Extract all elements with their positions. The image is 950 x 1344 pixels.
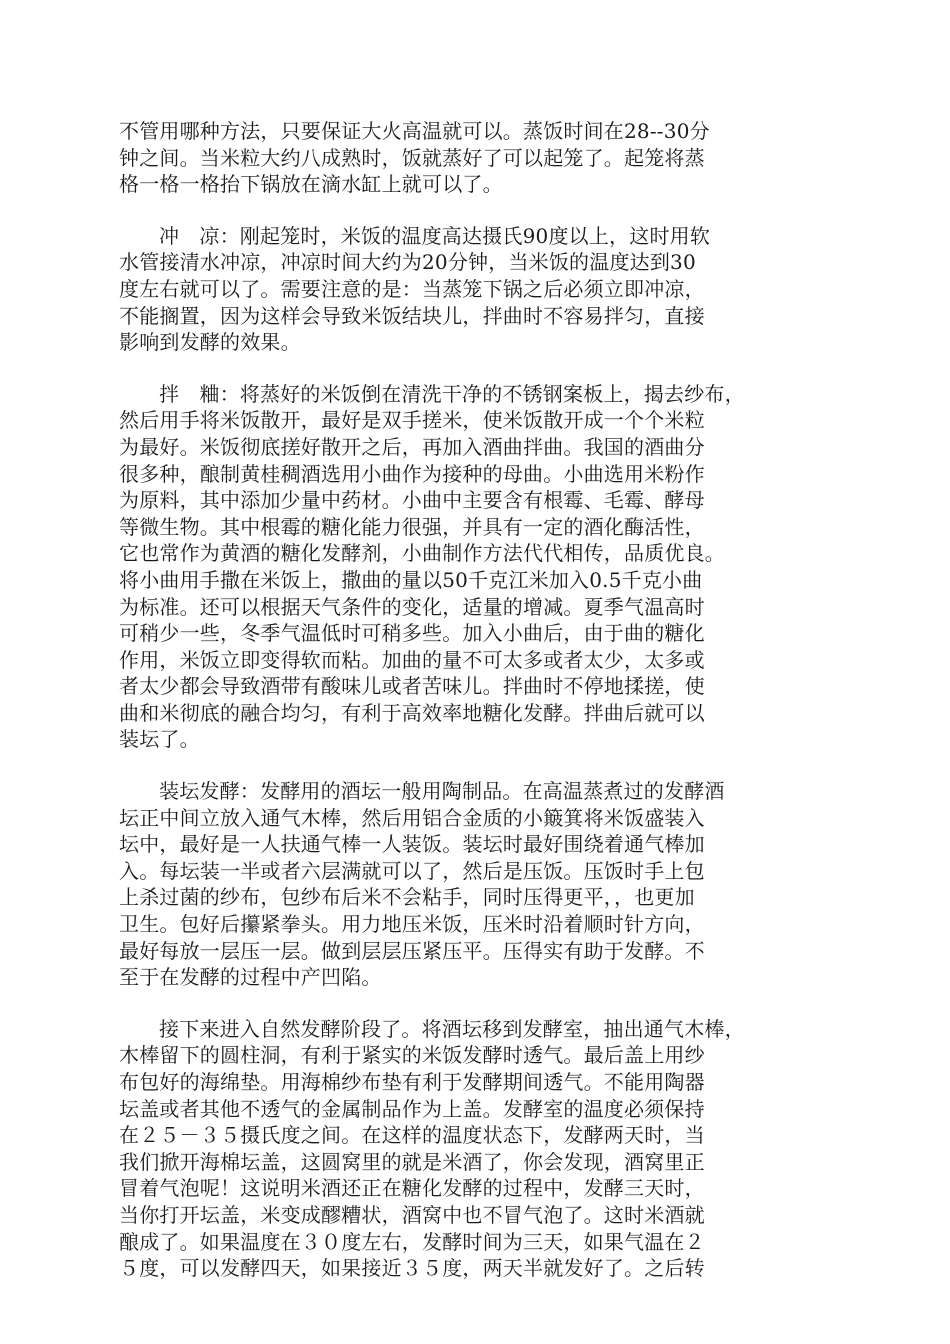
text-line: 入。每坛装一半或者六层满就可以了，然后是压饭。压饭时手上包 bbox=[119, 858, 705, 883]
text-line: 在２５－３５摄氏度之间。在这样的温度状态下，发酵两天时，当 bbox=[119, 1123, 705, 1148]
text-line: 格一格一格抬下锅放在滴水缸上就可以了。 bbox=[119, 172, 503, 197]
text-line: 卫生。包好后攥紧拳头。用力地压米饭，压米时沿着顺时针方向， bbox=[119, 912, 705, 937]
text-line: 坛中，最好是一人扶通气棒一人装饭。装坛时最好围绕着通气棒加 bbox=[119, 832, 705, 857]
document-body bbox=[119, 118, 819, 1307]
text-line: 为原料，其中添加少量中药材。小曲中主要含有根霉、毛霉、酵母 bbox=[119, 488, 705, 513]
text-line: 不能搁置，因为这样会导致米饭结块儿，拌曲时不容易拌匀，直接 bbox=[119, 303, 705, 328]
text-line: 拌 粬：将蒸好的米饭倒在清洗干净的不锈钢案板上，揭去纱布， bbox=[159, 381, 745, 406]
text-line: 布包好的海绵垫。用海棉纱布垫有利于发酵期间透气。不能用陶器 bbox=[119, 1070, 705, 1094]
paragraph-natural-fermentation bbox=[119, 1016, 819, 1282]
text-line: 它也常作为黄酒的糖化发酵剂，小曲制作方法代代相传，品质优良。 bbox=[119, 541, 725, 566]
text-line: 最好每放一层压一层。做到层层压紧压平。压得实有助于发酵。不 bbox=[119, 938, 705, 963]
text-line: 冒着气泡呢！这说明米酒还正在糖化发酵的过程中，发酵三天时， bbox=[119, 1176, 705, 1201]
text-line: 为最好。米饭彻底搓好散开之后，再加入酒曲拌曲。我国的酒曲分 bbox=[119, 434, 705, 459]
text-line: 木棒留下的圆柱洞，有利于紧实的米饭发酵时透气。最后盖上用纱 bbox=[119, 1043, 705, 1068]
paragraph-mixing-yeast bbox=[119, 381, 819, 753]
text-line: 作用，米饭立即变得软而粘。加曲的量不可太多或者太少，太多或 bbox=[119, 647, 705, 672]
paragraph-cooling bbox=[119, 223, 819, 356]
text-line: 影响到发酵的效果。 bbox=[119, 330, 301, 355]
text-line: 为标准。还可以根据天气条件的变化，适量的增减。夏季气温高时 bbox=[119, 594, 705, 619]
text-line: 曲和米彻底的融合均匀，有利于高效率地糖化发酵。拌曲后就可以 bbox=[119, 700, 705, 725]
text-line: 坛盖或者其他不透气的金属制品作为上盖。发酵室的温度必须保持 bbox=[119, 1096, 705, 1121]
text-line: 酿成了。如果温度在３０度左右，发酵时间为三天，如果气温在２ bbox=[119, 1229, 705, 1254]
text-line: 接下来进入自然发酵阶段了。将酒坛移到发酵室，抽出通气木棒， bbox=[159, 1016, 745, 1041]
text-line: 等微生物。其中根霉的糖化能力很强，并具有一定的酒化酶活性， bbox=[119, 514, 705, 539]
text-line: 冲 凉：刚起笼时，米饭的温度高达摄氏90度以上，这时用软 bbox=[159, 223, 711, 248]
text-line: 我们掀开海棉坛盖，这圆窝里的就是米酒了，你会发现，酒窝里正 bbox=[119, 1149, 705, 1174]
text-line: 将小曲用手撒在米饭上，撒曲的量以50千克江米加入0.5千克小曲 bbox=[119, 567, 703, 592]
paragraph-jar-fermentation bbox=[119, 778, 819, 991]
paragraph-steaming bbox=[119, 118, 819, 198]
text-line: 装坛了。 bbox=[119, 727, 200, 752]
text-line: 然后用手将米饭散开，最好是双手搓米，使米饭散开成一个个米粒 bbox=[119, 408, 705, 433]
text-line: 至于在发酵的过程中产凹陷。 bbox=[119, 965, 382, 990]
text-line: 上杀过菌的纱布，包纱布后米不会粘手，同时压得更平，，也更加 bbox=[119, 885, 695, 910]
text-line: 装坛发酵：发酵用的酒坛一般用陶制品。在高温蒸煮过的发酵酒 bbox=[159, 779, 725, 804]
text-line: 水管接清水冲凉，冲凉时间大约为20分钟，当米饭的温度达到30 bbox=[119, 250, 696, 275]
text-line: ５度，可以发酵四天，如果接近３５度，两天半就发好了。之后转 bbox=[119, 1256, 705, 1281]
text-line: 不管用哪种方法，只要保证大火高温就可以。蒸饭时间在28--30分 bbox=[119, 119, 710, 143]
text-line: 度左右就可以了。需要注意的是：当蒸笼下锅之后必须立即冲凉， bbox=[119, 276, 705, 301]
text-line: 坛正中间立放入通气木棒，然后用铝合金质的小簸箕将米饭盛装入 bbox=[119, 805, 705, 830]
text-line: 者太少都会导致酒带有酸味儿或者苦味儿。拌曲时不停地揉搓，使 bbox=[119, 674, 705, 699]
text-line: 可稍少一些，冬季气温低时可稍多些。加入小曲后，由于曲的糖化 bbox=[119, 621, 705, 646]
text-line: 很多种，酿制黄桂稠酒选用小曲作为接种的母曲。小曲选用米粉作 bbox=[119, 461, 705, 486]
text-line: 当你打开坛盖，米变成醪糟状，酒窝中也不冒气泡了。这时米酒就 bbox=[119, 1202, 705, 1227]
text-line: 钟之间。当米粒大约八成熟时，饭就蒸好了可以起笼了。起笼将蒸 bbox=[119, 145, 705, 170]
